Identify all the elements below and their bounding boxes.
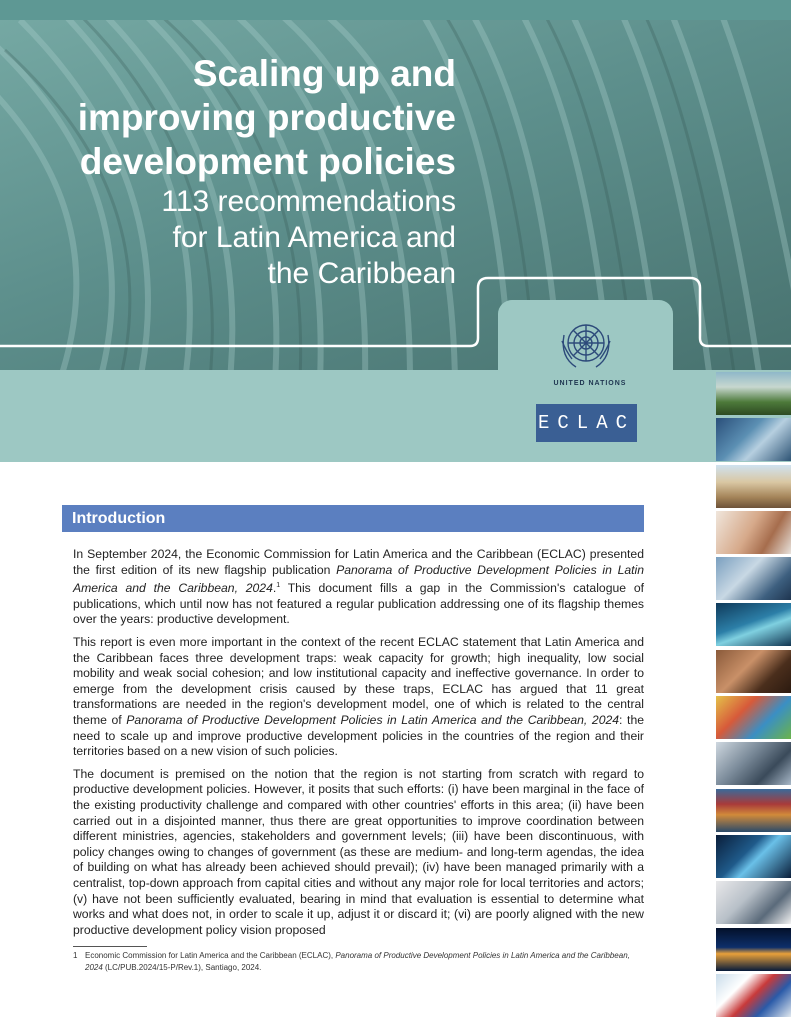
eclac-logo-text: ECLAC <box>537 412 635 434</box>
footnote <box>73 950 644 974</box>
paragraph-2-text-a: This report is even more important in the context of the recent ECLAC statement that Latin America and the Caribbean faces three development traps: weak capacity for growth; high inequality, low social mobility and weak social cohesion; and low institutional capacity and ineffective governance. In order to emerge from the development crisis caused by these traps, ECLAC has argued that 11 great transformations are needed in the region's development model, one of which is related to the central theme of <box>73 635 644 727</box>
title-line-2: improving productive <box>77 97 456 138</box>
cover-title <box>78 52 456 292</box>
footnote-publication-title: Panorama of Productive Development Policies in Latin America and the Caribbean, 2024 <box>85 951 630 972</box>
photo-containers-icon <box>716 789 791 832</box>
photo-strip <box>716 372 791 1020</box>
paragraph-2 <box>73 635 644 760</box>
photo-document-analysis-icon <box>716 881 791 924</box>
photo-earth-night-icon <box>716 928 791 971</box>
paragraph-1-publication-title: Panorama of Productive Development Policies in Latin America and the Caribbean, 2024 <box>73 562 644 596</box>
footnote-text-a: Economic Commission for Latin America and the Caribbean (ECLAC), <box>85 951 336 960</box>
footnote-number: 1 <box>73 951 78 960</box>
title-line-3: development policies <box>79 141 456 182</box>
paragraph-3: The document is premised on the notion that the region is not starting from scratch with regard to productive development policies. However, it posits that such efforts: (i) have been marginal in the face of the existing productivity challenge and compared with other countries' efforts in this area; (ii) have been carried out in a disjointed manner, thus there are great opportunities to improve coordination between different ministries, agencies, stakeholders and government levels; (iii) have been discontinuous, with policy changes owing to changes of government (as these are medium- and long-term agendas, the idea of building on what has already been achieved should prevail); (iv) have been managed primarily with a centralist, top-down approach from capital cities and without any major role for local territories and actors; (v) have not been sufficiently evaluated, bearing in mind that evaluation is essential to determine what works and what does not, in order to scale it up, adjust it or discard it; (vi) are poorly aligned with the new productive development policy vision proposed <box>73 766 644 937</box>
title-line-1: Scaling up and <box>192 53 456 94</box>
footnote-text <box>85 950 644 974</box>
paragraph-2-publication-title: Panorama of Productive Development Policies in Latin America and the Caribbean, 2024 <box>126 713 620 727</box>
un-emblem-icon <box>554 315 618 377</box>
photo-teamwork-hands-icon <box>716 696 791 739</box>
photo-laptop-icon <box>716 557 791 600</box>
footnote-text-b: (LC/PUB.2024/15-P/Rev.1), Santiago, 2024. <box>102 963 262 972</box>
subtitle-line-2: for Latin America and <box>172 221 456 254</box>
photo-handshake-icon <box>716 511 791 554</box>
introduction-heading <box>62 505 644 532</box>
paragraph-2-text-b: : the need to scale up and improve productive development policies in the countries of the region and their territories based on a new vision of such policies. <box>73 713 644 759</box>
footnote-divider <box>73 946 147 947</box>
paragraph-1: In September 2024, the Economic Commission for Latin America and the Caribbean (ECLAC) presented the first edition of its new flagship publication Panorama of Productive Development Policies in Latin America and the Caribbean, 2024.$^1$ This document fills a gap in the Commission's catalogue of publications, which until now has not featured a regular publication addressing one of its flagship themes over the years: productive development. <box>73 547 644 627</box>
united-nations-label <box>530 380 650 387</box>
photo-data-chart-icon <box>716 603 791 646</box>
photo-industry-icon <box>716 372 791 415</box>
introduction-body <box>73 547 644 945</box>
footnote-ref-1: 1 <box>276 582 281 590</box>
photo-flags-map-icon <box>716 974 791 1017</box>
introduction-heading-text: Introduction <box>72 510 166 527</box>
photo-colonial-building-icon <box>716 465 791 508</box>
subtitle-line-3: the Caribbean <box>267 257 456 290</box>
photo-tech-network-icon <box>716 742 791 785</box>
paragraph-1-text-a: In September 2024, the Economic Commission for Latin America and the Caribbean (ECLAC) presented the first edition of its new flagship publication <box>73 547 644 577</box>
paragraph-1-text-b: This document fills a gap in the Commission's catalogue of publications, which until now has not featured a regular publication addressing one of its flagship themes over the years: productive development. <box>73 581 644 627</box>
photo-coffee-icon <box>716 650 791 693</box>
un-label-text: UNITED NATIONS <box>553 380 627 387</box>
subtitle-line-1: 113 recommendations <box>161 185 456 218</box>
photo-factory-line-icon <box>716 418 791 461</box>
eclac-logo <box>536 404 637 442</box>
top-bar <box>0 0 791 20</box>
photo-digital-ai-icon <box>716 835 791 878</box>
